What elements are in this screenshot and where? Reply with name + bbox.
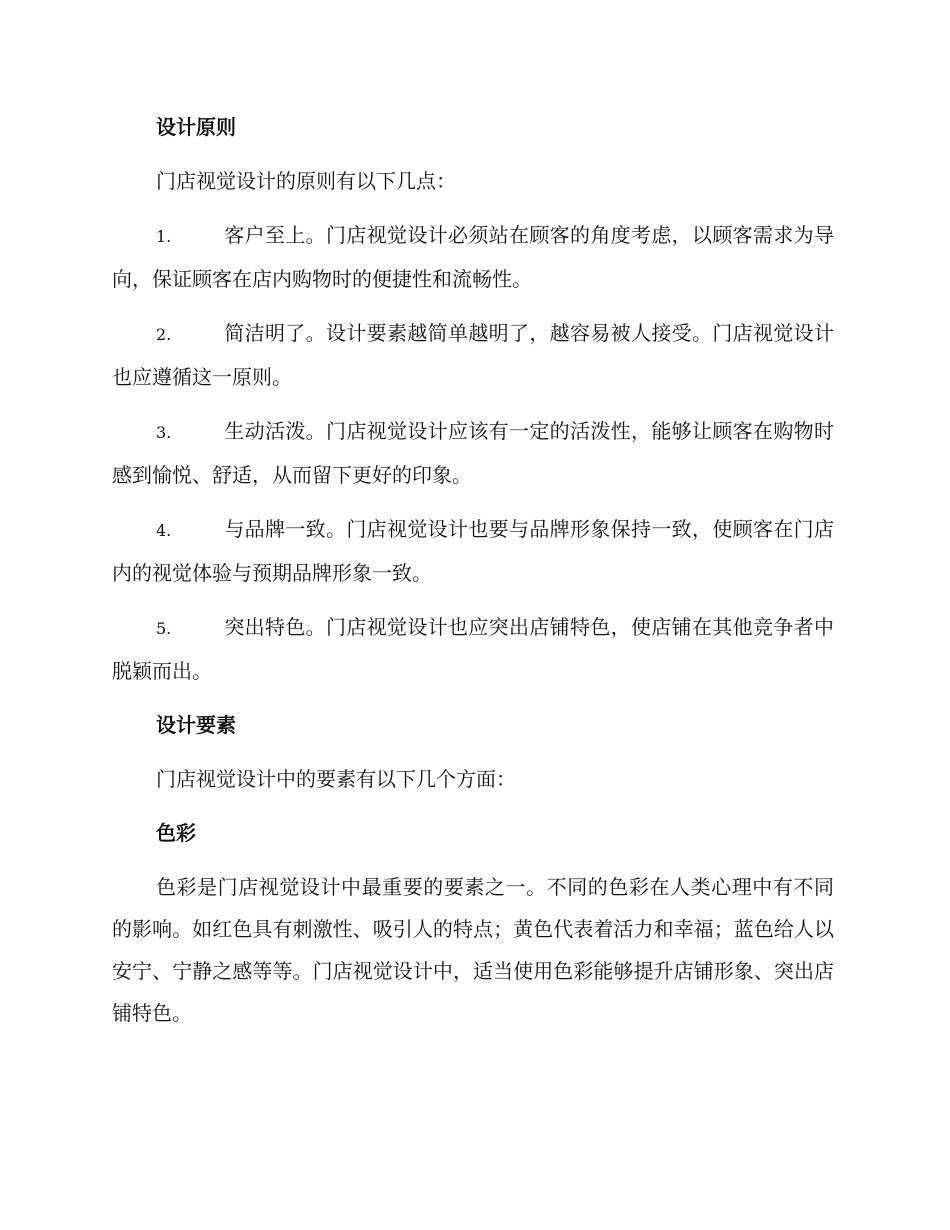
list-item — [112, 410, 834, 496]
list-item — [112, 214, 834, 300]
document-body — [112, 106, 834, 1046]
list-item-number: 3. — [156, 423, 172, 442]
elements-intro: 门店视觉设计中的要素有以下几个方面： — [156, 767, 516, 791]
color-paragraph: 色彩是门店视觉设计中最重要的要素之一。不同的色彩在人类心理中有不同的影响。如红色具有刺激性、吸引人的特点；黄色代表着活力和幸福；蓝色给人以安宁、宁静之感等等。门店视觉设计中，适当使用色彩能够提升店铺形象、突出店铺特色。 — [112, 875, 834, 1025]
list-item-text: 简洁明了。设计要素越简单越明了，越容易被人接受。门店视觉设计也应遵循这一原则。 — [112, 321, 834, 389]
list-item — [112, 606, 834, 692]
principles-intro: 门店视觉设计的原则有以下几点： — [156, 169, 456, 193]
list-item-number: 1. — [156, 227, 172, 246]
list-item-number: 2. — [156, 325, 172, 344]
list-item — [112, 312, 834, 398]
section-heading-elements: 设计要素 — [156, 713, 236, 737]
section-heading-principles: 设计原则 — [156, 115, 236, 139]
subsection-heading-color: 色彩 — [156, 821, 196, 845]
list-item — [112, 508, 834, 594]
list-item-text: 与品牌一致。门店视觉设计也要与品牌形象保持一致，使顾客在门店内的视觉体验与预期品牌形象一致。 — [112, 517, 834, 585]
list-item-text: 生动活泼。门店视觉设计应该有一定的活泼性，能够让顾客在购物时感到愉悦、舒适，从而留下更好的印象。 — [112, 419, 834, 487]
list-item-number: 4. — [156, 521, 172, 540]
list-item-text: 突出特色。门店视觉设计也应突出店铺特色，使店铺在其他竞争者中脱颖而出。 — [112, 615, 834, 683]
list-item-number: 5. — [156, 619, 172, 638]
list-item-text: 客户至上。门店视觉设计必须站在顾客的角度考虑，以顾客需求为导向，保证顾客在店内购物时的便捷性和流畅性。 — [112, 223, 834, 291]
